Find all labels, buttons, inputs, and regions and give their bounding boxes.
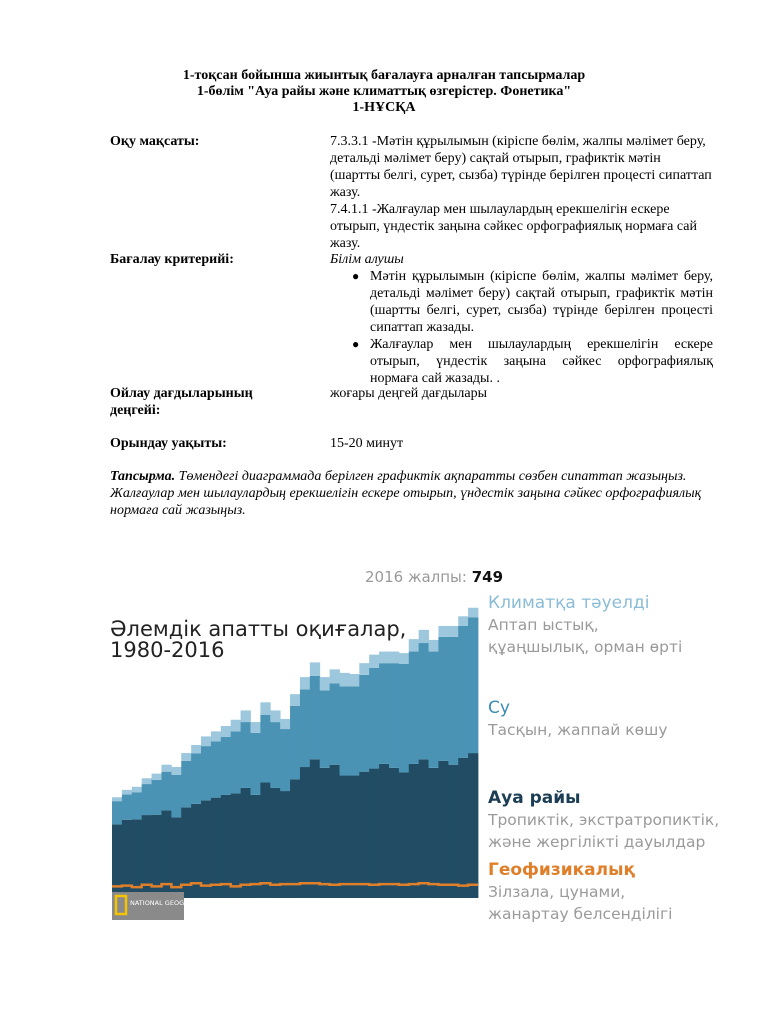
bar-water-2016	[468, 617, 478, 753]
bar-water-1995	[260, 715, 270, 783]
bar-water-2003	[340, 686, 350, 775]
task-block	[110, 468, 715, 519]
bar-weather-2002	[330, 765, 340, 885]
bar-geo-2016	[468, 885, 478, 898]
legend-desc-weather-2: және жергілікті дауылдар	[488, 833, 706, 851]
bar-weather-1999	[300, 767, 310, 883]
bar-water-1989	[201, 746, 211, 800]
bar-geo-1997	[280, 884, 290, 898]
bar-water-2006	[369, 668, 379, 769]
bar-weather-1996	[270, 788, 280, 885]
bar-geo-1989	[201, 886, 211, 898]
header-line-3: 1-НҰСҚА	[352, 100, 416, 115]
bar-climate-2013	[438, 626, 448, 637]
bar-water-1998	[290, 706, 300, 780]
legend-name-weather: Ауа райы	[488, 788, 581, 808]
bar-climate-1996	[270, 710, 280, 722]
bar-weather-2011	[419, 759, 429, 883]
bullet-icon: ●	[352, 337, 360, 351]
bar-weather-2004	[349, 776, 359, 885]
task-text: Төмендегі диаграммада берілген графиктік ақпаратты сөзбен сипаттап жазыңыз. Жалғаулар мен шылаулардың ерекшелігін ескере отырып, үндестік заңына сәйкес орфографиялық нормаға сай жазыңыз.	[110, 469, 702, 518]
bar-geo-2015	[458, 886, 468, 898]
bar-geo-2011	[419, 883, 429, 898]
bar-weather-1992	[231, 793, 241, 886]
bar-climate-1998	[290, 694, 300, 706]
bar-geo-2008	[389, 884, 399, 898]
bar-water-1981	[122, 795, 132, 820]
bar-weather-1983	[142, 815, 152, 885]
bar-geo-2005	[359, 884, 369, 898]
goals-value-1: 7.3.3.1 -Мәтін құрылымын (кіріспе бөлім, жалпы мәлімет беру, детальді мәлімет беру) сақтай отырып, графиктік мәтін (шартты белгі, сурет, сызба) түрінде берілген процесті сипаттап жазу.	[330, 134, 712, 200]
bar-climate-2000	[310, 662, 320, 676]
header-line-2: 1-бөлім "Ауа райы және климаттық өзгерістер. Фонетика"	[196, 84, 572, 99]
bar-climate-1986	[171, 767, 181, 775]
bar-weather-2005	[359, 772, 369, 884]
bar-climate-2002	[330, 669, 340, 683]
legend-desc-geo: Зілзала, цунами,	[488, 883, 626, 901]
bar-climate-1994	[250, 722, 260, 733]
bar-weather-2001	[320, 768, 330, 884]
bar-climate-2016	[468, 608, 478, 618]
bar-weather-1985	[161, 810, 171, 884]
bar-climate-2004	[349, 674, 359, 686]
document-header	[0, 68, 768, 116]
bar-weather-2006	[369, 769, 379, 885]
bar-weather-1982	[132, 819, 142, 887]
bar-water-2011	[419, 643, 429, 759]
bar-geo-1990	[211, 885, 221, 898]
bar-climate-1992	[231, 720, 241, 732]
chart-title-line-1: Әлемдік апатты оқиғалар,	[110, 617, 407, 641]
legend-desc-geo-2: жанартау белсенділігі	[488, 905, 673, 923]
bar-geo-2002	[330, 885, 340, 898]
chart-total-value: 749	[471, 568, 504, 586]
skills-label: Ойлау дағдыларының деңгейі:	[110, 386, 253, 418]
bar-geo-1996	[270, 885, 280, 898]
bar-water-1982	[132, 792, 142, 819]
disasters-chart	[110, 560, 730, 930]
disasters-chart-svg	[110, 560, 730, 930]
chart-title-line-2: 1980-2016	[110, 638, 225, 662]
bar-water-2001	[320, 690, 330, 768]
bar-climate-1980	[112, 797, 122, 801]
criteria-item: ● Жалғаулар мен шылаулардың ерекшелігін ескере отырып, үндестік заңына сәйкес орфографиялық нормаға сай жазады. .	[352, 337, 713, 386]
bar-weather-1986	[171, 817, 181, 887]
bar-climate-2012	[429, 640, 439, 652]
bar-climate-2001	[320, 677, 330, 690]
bar-water-2005	[359, 675, 369, 772]
bar-climate-1981	[122, 790, 132, 795]
bar-geo-1998	[290, 884, 300, 898]
bar-water-1985	[161, 772, 171, 811]
bar-water-2000	[310, 676, 320, 759]
bar-water-2013	[438, 637, 448, 761]
bar-climate-1985	[161, 765, 171, 772]
bar-climate-1982	[132, 787, 142, 792]
bar-weather-1990	[211, 798, 221, 885]
bar-geo-2003	[340, 884, 350, 898]
bar-water-2004	[349, 686, 359, 775]
goals-row	[110, 133, 715, 251]
bar-water-1994	[250, 733, 260, 795]
bar-geo-1993	[241, 885, 251, 898]
bar-water-1993	[241, 722, 251, 788]
bar-weather-1998	[290, 779, 300, 884]
bar-geo-2004	[349, 884, 359, 898]
bar-water-2008	[389, 663, 399, 768]
bar-geo-2001	[320, 884, 330, 898]
bar-climate-2009	[399, 653, 409, 664]
bar-climate-1990	[211, 731, 221, 741]
bar-geo-2013	[438, 885, 448, 898]
criteria-label: Бағалау критерийі:	[110, 252, 234, 267]
criteria-item: ● Мәтін құрылымын (кіріспе бөлім, жалпы мәлімет беру, детальді мәлімет беру) сақтай отырып, графиктік мәтін (шартты белгі, сурет, сызба) түрінде берілген процесті сипаттап жазады.	[352, 269, 713, 335]
goals-label: Оқу мақсаты:	[110, 134, 200, 149]
task-label: Тапсырма.	[110, 469, 176, 484]
bar-weather-2000	[310, 759, 320, 883]
bar-climate-2006	[369, 655, 379, 668]
criteria-list	[330, 268, 713, 387]
time-row	[110, 435, 715, 455]
bar-water-2012	[429, 652, 439, 768]
bar-climate-1989	[201, 736, 211, 746]
bar-climate-1995	[260, 702, 270, 714]
bar-weather-1997	[280, 791, 290, 884]
bar-geo-2000	[310, 883, 320, 898]
skills-value: жоғары деңгей дағдылары	[330, 386, 487, 401]
bar-water-2014	[448, 637, 458, 765]
legend-desc-weather: Тропиктік, экстратропиктік,	[488, 811, 720, 829]
bar-weather-1993	[241, 788, 251, 885]
bar-geo-2007	[379, 884, 389, 898]
bar-weather-2016	[468, 753, 478, 885]
legend-desc-climate: Аптап ыстық,	[488, 616, 599, 634]
bar-weather-1987	[181, 807, 191, 885]
legend-name-geo: Геофизикалық	[488, 860, 635, 880]
bar-climate-2003	[340, 673, 350, 687]
bar-weather-2013	[438, 761, 448, 885]
bar-weather-2009	[399, 772, 409, 884]
bar-water-1983	[142, 784, 152, 815]
chart-total	[365, 568, 503, 586]
bar-weather-1981	[122, 820, 132, 886]
legend-name-water: Су	[488, 698, 510, 718]
legend-desc-climate-2: құаңшылық, орман өрті	[488, 638, 683, 656]
bar-climate-1997	[280, 719, 290, 729]
bar-water-2010	[409, 652, 419, 764]
bar-water-1987	[181, 761, 191, 808]
bullet-icon: ●	[352, 269, 360, 283]
bar-water-2007	[379, 663, 389, 764]
criteria-intro: Білім алушы	[330, 252, 404, 267]
bar-climate-1984	[152, 774, 162, 780]
bar-water-1990	[211, 741, 221, 797]
bar-geo-2012	[429, 884, 439, 898]
bar-water-2009	[399, 664, 409, 773]
bar-geo-1994	[250, 884, 260, 898]
chart-legend	[487, 593, 719, 923]
bar-water-1980	[112, 801, 122, 824]
bar-weather-2012	[429, 768, 439, 884]
bar-climate-2005	[359, 663, 369, 675]
bar-climate-2011	[419, 630, 429, 643]
bar-weather-2007	[379, 764, 389, 884]
criteria-value	[330, 251, 713, 387]
skills-row	[110, 385, 715, 425]
bar-weather-1980	[112, 824, 122, 886]
bar-climate-1991	[221, 726, 231, 737]
legend-name-climate: Климатқа тәуелді	[488, 593, 650, 613]
bar-water-1991	[221, 737, 231, 795]
goals-value-2: 7.4.1.1 -Жалғаулар мен шылаулардың ерекшелігін ескере отырып, үндестік заңына сәйкес орфографиялық нормаға сай жазу.	[330, 202, 697, 251]
bar-water-1996	[270, 722, 280, 788]
bar-climate-1993	[241, 710, 251, 722]
bar-water-1986	[171, 775, 181, 818]
bar-geo-1999	[300, 883, 310, 898]
bar-climate-2007	[379, 652, 389, 664]
bar-weather-1991	[221, 795, 231, 884]
bar-climate-1999	[300, 677, 310, 689]
bar-water-2015	[458, 626, 468, 758]
bar-geo-2006	[369, 885, 379, 898]
bar-climate-2008	[389, 652, 399, 664]
bar-weather-1989	[201, 800, 211, 885]
bar-weather-2008	[389, 768, 399, 884]
bar-climate-2010	[409, 639, 419, 651]
bar-water-1984	[152, 780, 162, 815]
bar-geo-2009	[399, 885, 409, 898]
header-line-1: 1-тоқсан бойынша жиынтық бағалауға арналған тапсырмалар	[182, 68, 586, 83]
time-label: Орындау уақыты:	[110, 436, 227, 451]
legend-desc-water: Тасқын, жаппай көшу	[488, 721, 668, 739]
bar-water-2002	[330, 683, 340, 764]
criteria-row	[110, 251, 715, 386]
bar-weather-2003	[340, 776, 350, 885]
goals-value	[330, 133, 713, 252]
bar-climate-2015	[458, 616, 468, 626]
bar-water-1992	[231, 731, 241, 793]
bar-geo-1992	[231, 886, 241, 898]
bar-weather-2014	[448, 765, 458, 885]
bar-weather-1984	[152, 815, 162, 887]
bar-weather-2010	[409, 764, 419, 884]
bar-climate-1983	[142, 778, 152, 784]
bar-weather-1988	[191, 804, 201, 883]
bar-climate-2014	[448, 626, 458, 637]
time-value: 15-20 минут	[330, 436, 404, 451]
bar-water-1999	[300, 690, 310, 768]
bar-weather-1994	[250, 795, 260, 884]
bar-geo-2010	[409, 884, 419, 898]
bar-weather-1995	[260, 783, 270, 884]
bar-climate-1987	[181, 753, 191, 761]
bar-water-1997	[280, 729, 290, 791]
bar-water-1988	[191, 753, 201, 803]
natgeo-logo-text: NATIONAL GEOGRAPHIC	[130, 899, 209, 907]
chart-total-prefix: 2016 жалпы:	[365, 568, 472, 586]
bar-weather-2015	[458, 758, 468, 886]
bar-climate-1988	[191, 745, 201, 754]
